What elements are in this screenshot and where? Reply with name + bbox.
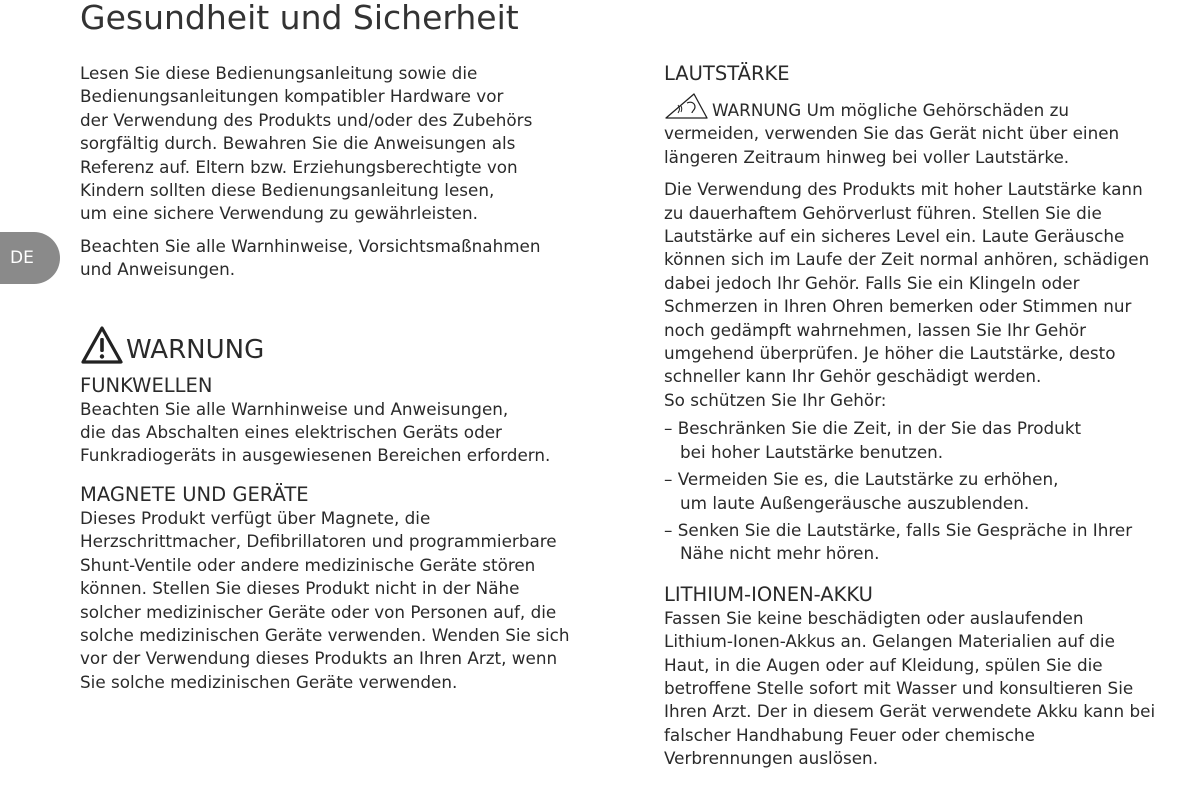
text-line: solche medizinischen Geräte verwenden. Wenden Sie sich [80, 624, 570, 645]
text-line: vor der Verwendung dieses Produkts an Ihren Arzt, wenn [80, 648, 558, 669]
text-line: Fassen Sie keine beschädigten oder auslaufenden [664, 607, 1084, 628]
list-item [664, 519, 1200, 566]
battery-paragraph [664, 607, 1200, 771]
text-line: die das Abschalten eines elektrischen Geräts oder [80, 422, 502, 443]
text-line: bei hoher Lautstärke benutzen. [680, 441, 944, 462]
text-line: falscher Handhabung Feuer oder chemische [664, 724, 1035, 745]
text-line: Herzschrittmacher, Defibrillatoren und programmierbare [80, 531, 557, 552]
warning-label: WARNUNG [126, 334, 265, 365]
text-line: und Anweisungen. [80, 259, 236, 280]
text-line: Beachten Sie alle Warnhinweise, Vorsichtsmaßnahmen [80, 235, 541, 256]
text-line: betroffene Stelle sofort mit Wasser und konsultieren Sie [664, 677, 1134, 698]
text-line: um eine sichere Verwendung zu gewährleisten. [80, 203, 478, 224]
page-title: Gesundheit und Sicherheit [80, 0, 519, 37]
text-line: Haut, in die Augen oder auf Kleidung, spülen Sie die [664, 654, 1103, 675]
text-line: Ihren Arzt. Der in diesem Gerät verwendete Akku kann bei [664, 701, 1156, 722]
text-line: können sich im Laufe der Zeit normal anhören, schädigen [664, 249, 1150, 270]
text-line: schneller kann Ihr Gehör geschädigt werden. [664, 366, 1042, 387]
text-line: solcher medizinischer Geräte oder von Personen auf, die [80, 601, 557, 622]
magnets-paragraph [80, 507, 640, 694]
text-line: – Vermeiden Sie es, die Lautstärke zu erhöhen, [664, 469, 1059, 490]
text-line: zu dauerhaftem Gehörverlust führen. Stellen Sie die [664, 202, 1102, 223]
text-line: umgehend überprüfen. Je höher die Lautstärke, desto [664, 343, 1116, 364]
right-column [664, 62, 1200, 771]
volume-paragraph [664, 178, 1200, 412]
text-line: Lesen Sie diese Bedienungsanleitung sowie die [80, 63, 478, 83]
text-line: Shunt-Ventile oder andere medizinische Geräte stören [80, 554, 536, 575]
text-line: Lautstärke auf ein sicheres Level ein. Laute Geräusche [664, 226, 1125, 247]
text-line: der Verwendung des Produkts und/oder des Zubehörs [80, 109, 533, 130]
volume-warning-label: WARNUNG [712, 100, 802, 120]
text-line: Verbrennungen auslösen. [664, 748, 879, 769]
text-line: Schmerzen in Ihren Ohren bemerken oder Stimmen nur [664, 296, 1132, 317]
list-item [664, 417, 1200, 464]
warning-heading [80, 325, 640, 365]
observe-paragraph [80, 235, 640, 282]
text-line: Lithium-Ionen-Akkus an. Gelangen Materialien auf die [664, 631, 1115, 652]
volume-warning-text: Um mögliche Gehörschäden zu [806, 100, 1070, 120]
text-line: längeren Zeitraum hinweg bei voller Lautstärke. [664, 146, 1070, 167]
radio-paragraph [80, 398, 640, 468]
text-line: vermeiden, verwenden Sie das Gerät nicht über einen [664, 123, 1120, 144]
language-tab: DE [0, 232, 60, 284]
text-line [664, 92, 1200, 122]
hearing-warning-icon [664, 92, 708, 120]
text-line: So schützen Sie Ihr Gehör: [664, 389, 887, 410]
text-line: dabei jedoch Ihr Gehör. Falls Sie ein Klingeln oder [664, 272, 1080, 293]
text-line: um laute Außengeräusche auszublenden. [680, 492, 1030, 513]
text-line: Dieses Produkt verfügt über Magnete, die [80, 507, 431, 528]
battery-heading: LITHIUM-IONEN-AKKU [664, 582, 873, 606]
left-column [80, 62, 640, 694]
text-line: Funkradiogeräts in ausgewiesenen Bereichen erfordern. [80, 445, 551, 466]
text-line: können. Stellen Sie dieses Produkt nicht in der Nähe [80, 578, 520, 599]
magnets-heading: MAGNETE UND GERÄTE [80, 482, 309, 506]
text-line: Die Verwendung des Produkts mit hoher Lautstärke kann [664, 179, 1143, 200]
text-line: Bedienungsanleitungen kompatibler Hardware vor [80, 86, 504, 107]
text-line: Nähe nicht mehr hören. [680, 543, 880, 564]
text-line: Kindern sollten diese Bedienungsanleitung lesen, [80, 180, 495, 201]
warning-triangle-icon [80, 325, 124, 365]
text-line: Referenz auf. Eltern bzw. Erziehungsberechtigte von [80, 156, 518, 177]
text-line: – Senken Sie die Lautstärke, falls Sie Gespräche in Ihrer [664, 519, 1133, 540]
volume-warning [664, 92, 1200, 169]
radio-heading: FUNKWELLEN [80, 373, 213, 397]
intro-paragraph [80, 62, 640, 226]
list-item [664, 468, 1200, 515]
text-line: sorgfältig durch. Bewahren Sie die Anweisungen als [80, 133, 516, 154]
text-line: – Beschränken Sie die Zeit, in der Sie das Produkt [664, 418, 1082, 439]
text-line: Sie solche medizinischen Geräte verwenden. [80, 671, 458, 692]
volume-heading: LAUTSTÄRKE [664, 62, 790, 85]
text-line: Beachten Sie alle Warnhinweise und Anweisungen, [80, 398, 509, 419]
text-line: noch gedämpft wahrnehmen, lassen Sie Ihr Gehör [664, 319, 1087, 340]
